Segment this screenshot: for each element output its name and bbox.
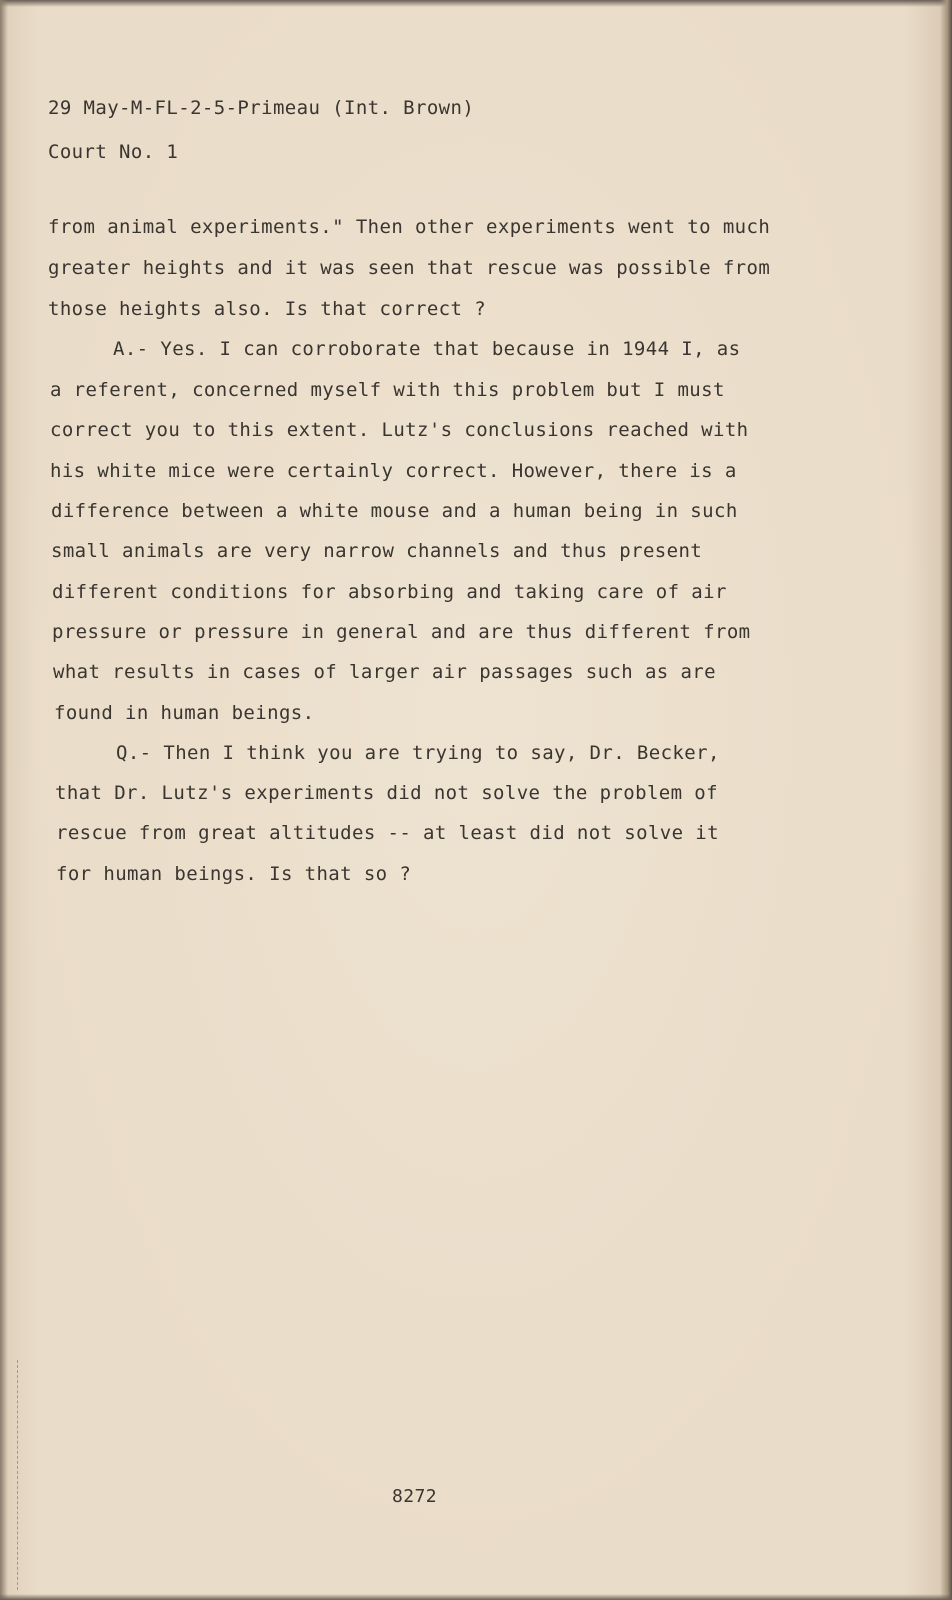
body-line: found in human beings. [54,702,315,724]
body-line: his white mice were certainly correct. However, there is a [50,460,737,482]
body-line: different conditions for absorbing and taking care of air [52,581,727,603]
body-line: rescue from great altitudes -- at least did not solve it [56,822,719,844]
body-line: pressure or pressure in general and are thus different from [52,621,751,643]
body-line: that Dr. Lutz's experiments did not solve the problem of [55,782,718,804]
body-line: correct you to this extent. Lutz's conclusions reached with [50,419,749,441]
page-bottom-edge [0,1594,952,1600]
body-line: those heights also. Is that correct ? [48,298,487,320]
header-court-line: Court No. 1 [48,141,179,163]
body-line: what results in cases of larger air passages such as are [53,661,716,683]
page-right-edge [940,0,952,1600]
body-line: small animals are very narrow channels and thus present [51,540,703,562]
body-line: greater heights and it was seen that rescue was possible from [48,257,771,279]
page-number: 8272 [392,1486,437,1507]
header-session-line: 29 May-M-FL-2-5-Primeau (Int. Brown) [48,97,475,119]
body-line: a referent, concerned myself with this problem but I must [50,379,725,401]
page-left-edge [0,0,8,1600]
body-line: difference between a white mouse and a human being in such [51,500,738,522]
question-line: Q.- Then I think you are trying to say, Dr. Becker, [116,742,720,764]
answer-line: A.- Yes. I can corroborate that because in 1944 I, as [113,338,741,360]
body-line: from animal experiments." Then other experiments went to much [48,216,771,238]
body-line: for human beings. Is that so ? [56,863,412,885]
page-top-edge [0,0,952,7]
margin-pencil-mark [17,1360,18,1590]
